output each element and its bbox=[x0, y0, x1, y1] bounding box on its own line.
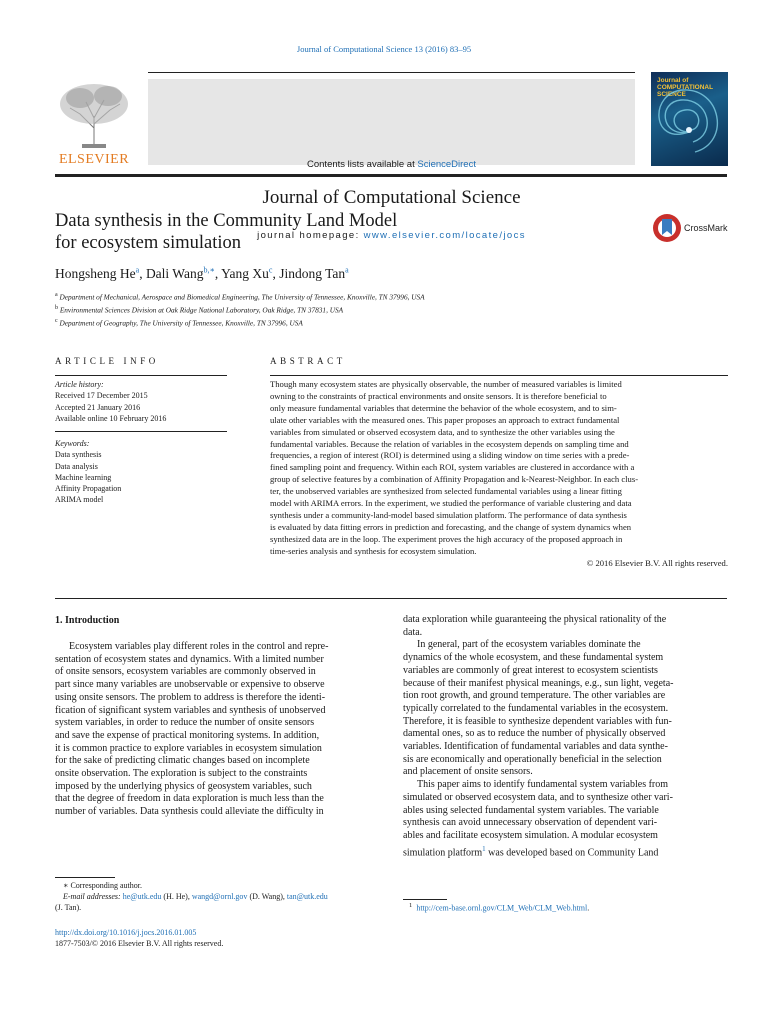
footnote-ref[interactable]: 1 bbox=[482, 844, 486, 853]
body-line: Therefore, it is feasible to synthesize dependent variables with fun- bbox=[403, 715, 672, 727]
abstract-line: is evaluated by data fitting errors in prediction and forecasting, and the change of system dynamics when bbox=[270, 521, 632, 532]
header-top-rule bbox=[148, 72, 635, 73]
crossmark-badge[interactable] bbox=[652, 213, 732, 243]
body-line: variables are commonly of great interest to ecosystem scientists bbox=[403, 664, 658, 676]
body-line: data exploration while guaranteeing the physical rationality of the bbox=[403, 614, 667, 625]
issn-copyright: 1877-7503/© 2016 Elsevier B.V. All rights reserved. bbox=[55, 939, 224, 949]
history-received: Received 17 December 2015 bbox=[55, 391, 148, 401]
body-line: sentation of ecosystem states and dynamics. With a limited number bbox=[55, 653, 324, 665]
keyword: Data synthesis bbox=[55, 450, 102, 460]
body-line: sis are economically and operationally beneficial in the selection bbox=[403, 753, 662, 765]
body-line: ables and facilitate ecosystem simulation. A modular ecosystem bbox=[403, 829, 658, 841]
abstract-line: ter, the unobserved variables are synthesized from selected fundamental variables using a linear fitting bbox=[270, 486, 622, 497]
body-line: simulated or observed ecosystem data, and to synthesize other vari- bbox=[403, 791, 673, 803]
journal-reference[interactable]: Journal of Computational Science 13 (2016) 83–95 bbox=[296, 44, 472, 54]
left-column-text bbox=[55, 641, 379, 819]
abstract-rule bbox=[270, 375, 728, 376]
keyword: Affinity Propagation bbox=[55, 484, 122, 494]
abstract-line: Though many ecosystem states are physically observable, the number of measured variables is limited bbox=[270, 379, 622, 389]
homepage-prefix: journal homepage: bbox=[257, 230, 364, 241]
body-line: imposed by the underlying physics of geosystem variables, such bbox=[55, 780, 312, 792]
body-line: In general, part of the ecosystem variables dominate the bbox=[417, 639, 641, 651]
body-line: that the degree of freedom in data exploration is much less than the bbox=[55, 793, 324, 805]
corresponding-author: ∗ Corresponding author. bbox=[63, 881, 142, 890]
email-link[interactable]: he@utk.edu bbox=[122, 892, 162, 902]
history-online: Available online 10 February 2016 bbox=[55, 413, 167, 423]
abstract-line: group of selective features by a combination of Affinity Propagation and k-Nearest-Neighbor. In each clus- bbox=[270, 474, 639, 485]
article-info-heading: ARTICLE INFO bbox=[55, 356, 159, 366]
body-line: part since many variables are unobservable or expensive to observe bbox=[55, 679, 325, 691]
crossmark-label: CrossMark bbox=[684, 223, 728, 233]
homepage-link[interactable]: www.elsevier.com/locate/jocs bbox=[363, 230, 526, 241]
keyword: Data analysis bbox=[55, 461, 98, 471]
body-line: ables using selected fundamental system variables. The variable bbox=[403, 804, 659, 816]
author: Yang Xu$^c$, bbox=[221, 265, 280, 281]
title-line-2: for ecosystem simulation bbox=[55, 233, 241, 253]
right-column-text bbox=[403, 614, 727, 860]
keywords-label: Keywords: bbox=[55, 439, 90, 448]
body-line: because of their manifest physical meanings, e.g., sun light, vegeta- bbox=[403, 677, 674, 689]
body-line: data. bbox=[403, 626, 423, 638]
body-line: typically correlated to the fundamental variables in the ecosystem. bbox=[403, 702, 669, 714]
abstract-line: fined sampling point and frequency. Within each ROI, system variables are clustered in accordance with a bbox=[270, 462, 635, 473]
abstract-line: only measure fundamental variables that determine the behavior of the whole ecosystem, and to sim- bbox=[270, 402, 617, 413]
abstract-heading: ABSTRACT bbox=[270, 356, 346, 366]
history-accepted: Accepted 21 January 2016 bbox=[55, 402, 141, 412]
affiliation: $^a$ Department of Mechanical, Aerospace and Biomedical Engineering, The University of Tennessee, Knoxville, TN 37996, USA bbox=[55, 292, 425, 302]
contents-line bbox=[148, 159, 635, 170]
footnote-url-link[interactable]: http://cem-base.ornl.gov/CLM_Web/CLM_Web.html bbox=[416, 903, 588, 913]
body-line: system variables, in order to reduce the number of onsite sensors bbox=[55, 717, 315, 729]
journal-cover-image bbox=[651, 72, 728, 166]
article-info-rule bbox=[55, 375, 227, 376]
header-bottom-rule bbox=[55, 174, 727, 177]
corresponding-author-footnote bbox=[55, 880, 379, 914]
email-link[interactable]: tan@utk.edu bbox=[286, 892, 328, 902]
body-line: variables. Identification of fundamental variables and data synthe- bbox=[403, 741, 668, 753]
body-line: fication of significant system variables and synthesis of unobserved bbox=[55, 704, 326, 716]
article-meta bbox=[55, 927, 379, 949]
title-line-1: Data synthesis in the Community Land Model bbox=[55, 211, 398, 231]
email-line: E-mail addresses: he@utk.edu (H. He), wangd@ornl.gov (D. Wang), tan@utk.edu bbox=[63, 892, 328, 902]
history-rule bbox=[55, 431, 227, 432]
footnote-rule-right bbox=[403, 899, 447, 900]
doi-link[interactable]: http://dx.doi.org/10.1016/j.jocs.2016.01.005 bbox=[55, 928, 197, 937]
article-history bbox=[55, 379, 227, 424]
section-heading-introduction: 1. Introduction bbox=[55, 615, 120, 626]
body-line: and placement of onsite sensors. bbox=[403, 766, 533, 778]
body-line: simulation platform$^1$ was developed based on Community Land bbox=[403, 844, 659, 858]
body-rule bbox=[55, 598, 727, 599]
affiliation: $^c$ Department of Geography, The University of Tennessee, Knoxville, TN 37996, USA bbox=[55, 317, 303, 328]
body-line: This paper aims to identify fundamental system variables from bbox=[417, 779, 669, 791]
footnote-mark: 1 bbox=[409, 902, 413, 909]
abstract-line: synthesis under a community-land-model based simulation platform. The performance of data synthesis bbox=[270, 509, 627, 520]
abstract-line: time-series analysis and synthesis for ecosystem simulation. bbox=[270, 545, 477, 556]
abstract-text bbox=[270, 379, 728, 570]
article-title bbox=[55, 210, 575, 254]
body-line: and save the expense of practical monitoring systems. In addition, bbox=[55, 729, 320, 741]
abstract-line: ulate other variables with the measured ones. This paper proposes an approach to extract fundamental bbox=[270, 414, 620, 425]
body-line: using onsite sensors. The problem to address is therefore the identi- bbox=[55, 691, 326, 703]
footnote-1: $^1$ http://cem-base.ornl.gov/CLM_Web/CLM_Web.html. bbox=[403, 902, 727, 913]
keyword: Machine learning bbox=[55, 472, 112, 482]
journal-title: Journal of Computational Science bbox=[262, 187, 521, 208]
body-line: of onsite sensors, ecosystem variables are commonly observed in bbox=[55, 666, 316, 678]
body-line: number of variables. Data synthesis could alleviate the difficulty in bbox=[55, 806, 324, 818]
author: Jindong Tan$^a$ bbox=[279, 265, 349, 281]
body-line: it is common practice to explore variables in ecosystem simulation bbox=[55, 742, 322, 754]
abstract-line: owning to the constraints of practical environments and onsite sensors. It is therefore beneficial to bbox=[270, 390, 607, 401]
footnote-rule-left bbox=[55, 877, 115, 878]
author-list bbox=[55, 265, 655, 282]
body-line: tion root growth, and ground temperature. The other variables are bbox=[403, 690, 666, 702]
body-line: Ecosystem variables play different roles in the control and repre- bbox=[69, 641, 329, 652]
body-line: for the sake of predicting climatic changes based on incomplete bbox=[55, 755, 310, 767]
abstract-line: model with ARIMA errors. In the experiment, we studied the performance of variable clustering and data bbox=[270, 498, 632, 509]
sciencedirect-link[interactable]: ScienceDirect bbox=[417, 159, 476, 170]
author: Dali Wang$^{b,∗}$, bbox=[145, 265, 222, 281]
abstract-line: synthesized data are in the loop. The experiment proves the high accuracy of the proposed approach in bbox=[270, 533, 623, 544]
body-line: synthesis can avoid unnecessary observation of dependent vari- bbox=[403, 817, 658, 829]
body-line: dynamics of the whole ecosystem, and these fundamental system bbox=[403, 652, 664, 664]
abstract-line: frequencies, a region of interest (ROI) is determined using a sliding window on time series with a prede- bbox=[270, 450, 630, 461]
cover-title: Journal of COMPUTATIONAL SCIENCE bbox=[657, 77, 713, 98]
email-tail: (J. Tan). bbox=[55, 903, 82, 913]
contents-prefix: Contents lists available at bbox=[307, 159, 418, 170]
abstract-line: variables from simulated or observed ecosystem data, and to synthesize the other variables using the bbox=[270, 426, 615, 437]
affiliations bbox=[55, 290, 655, 329]
keyword: ARIMA model bbox=[55, 495, 104, 505]
email-link[interactable]: wangd@ornl.gov bbox=[191, 892, 248, 902]
body-line: damental ones, so as to reduce the number of physically observed bbox=[403, 728, 666, 740]
affiliation: $^b$ Environmental Sciences Division at Oak Ridge National Laboratory, Oak Ridge, TN 37831, USA bbox=[55, 304, 344, 315]
body-line: onsite observation. The exploration is subject to the constraints bbox=[55, 768, 308, 780]
publisher-wordmark: ELSEVIER bbox=[58, 152, 130, 167]
crossmark-icon bbox=[652, 213, 682, 243]
keyword-list bbox=[55, 438, 227, 506]
copyright-line: © 2016 Elsevier B.V. All rights reserved. bbox=[586, 557, 728, 568]
author: Hongsheng He$^a$, bbox=[55, 265, 146, 281]
abstract-line: fundamental variables. Because the relation of variables in the ecosystem depends on sampling time and bbox=[270, 438, 629, 449]
history-label: Article history: bbox=[55, 380, 104, 389]
